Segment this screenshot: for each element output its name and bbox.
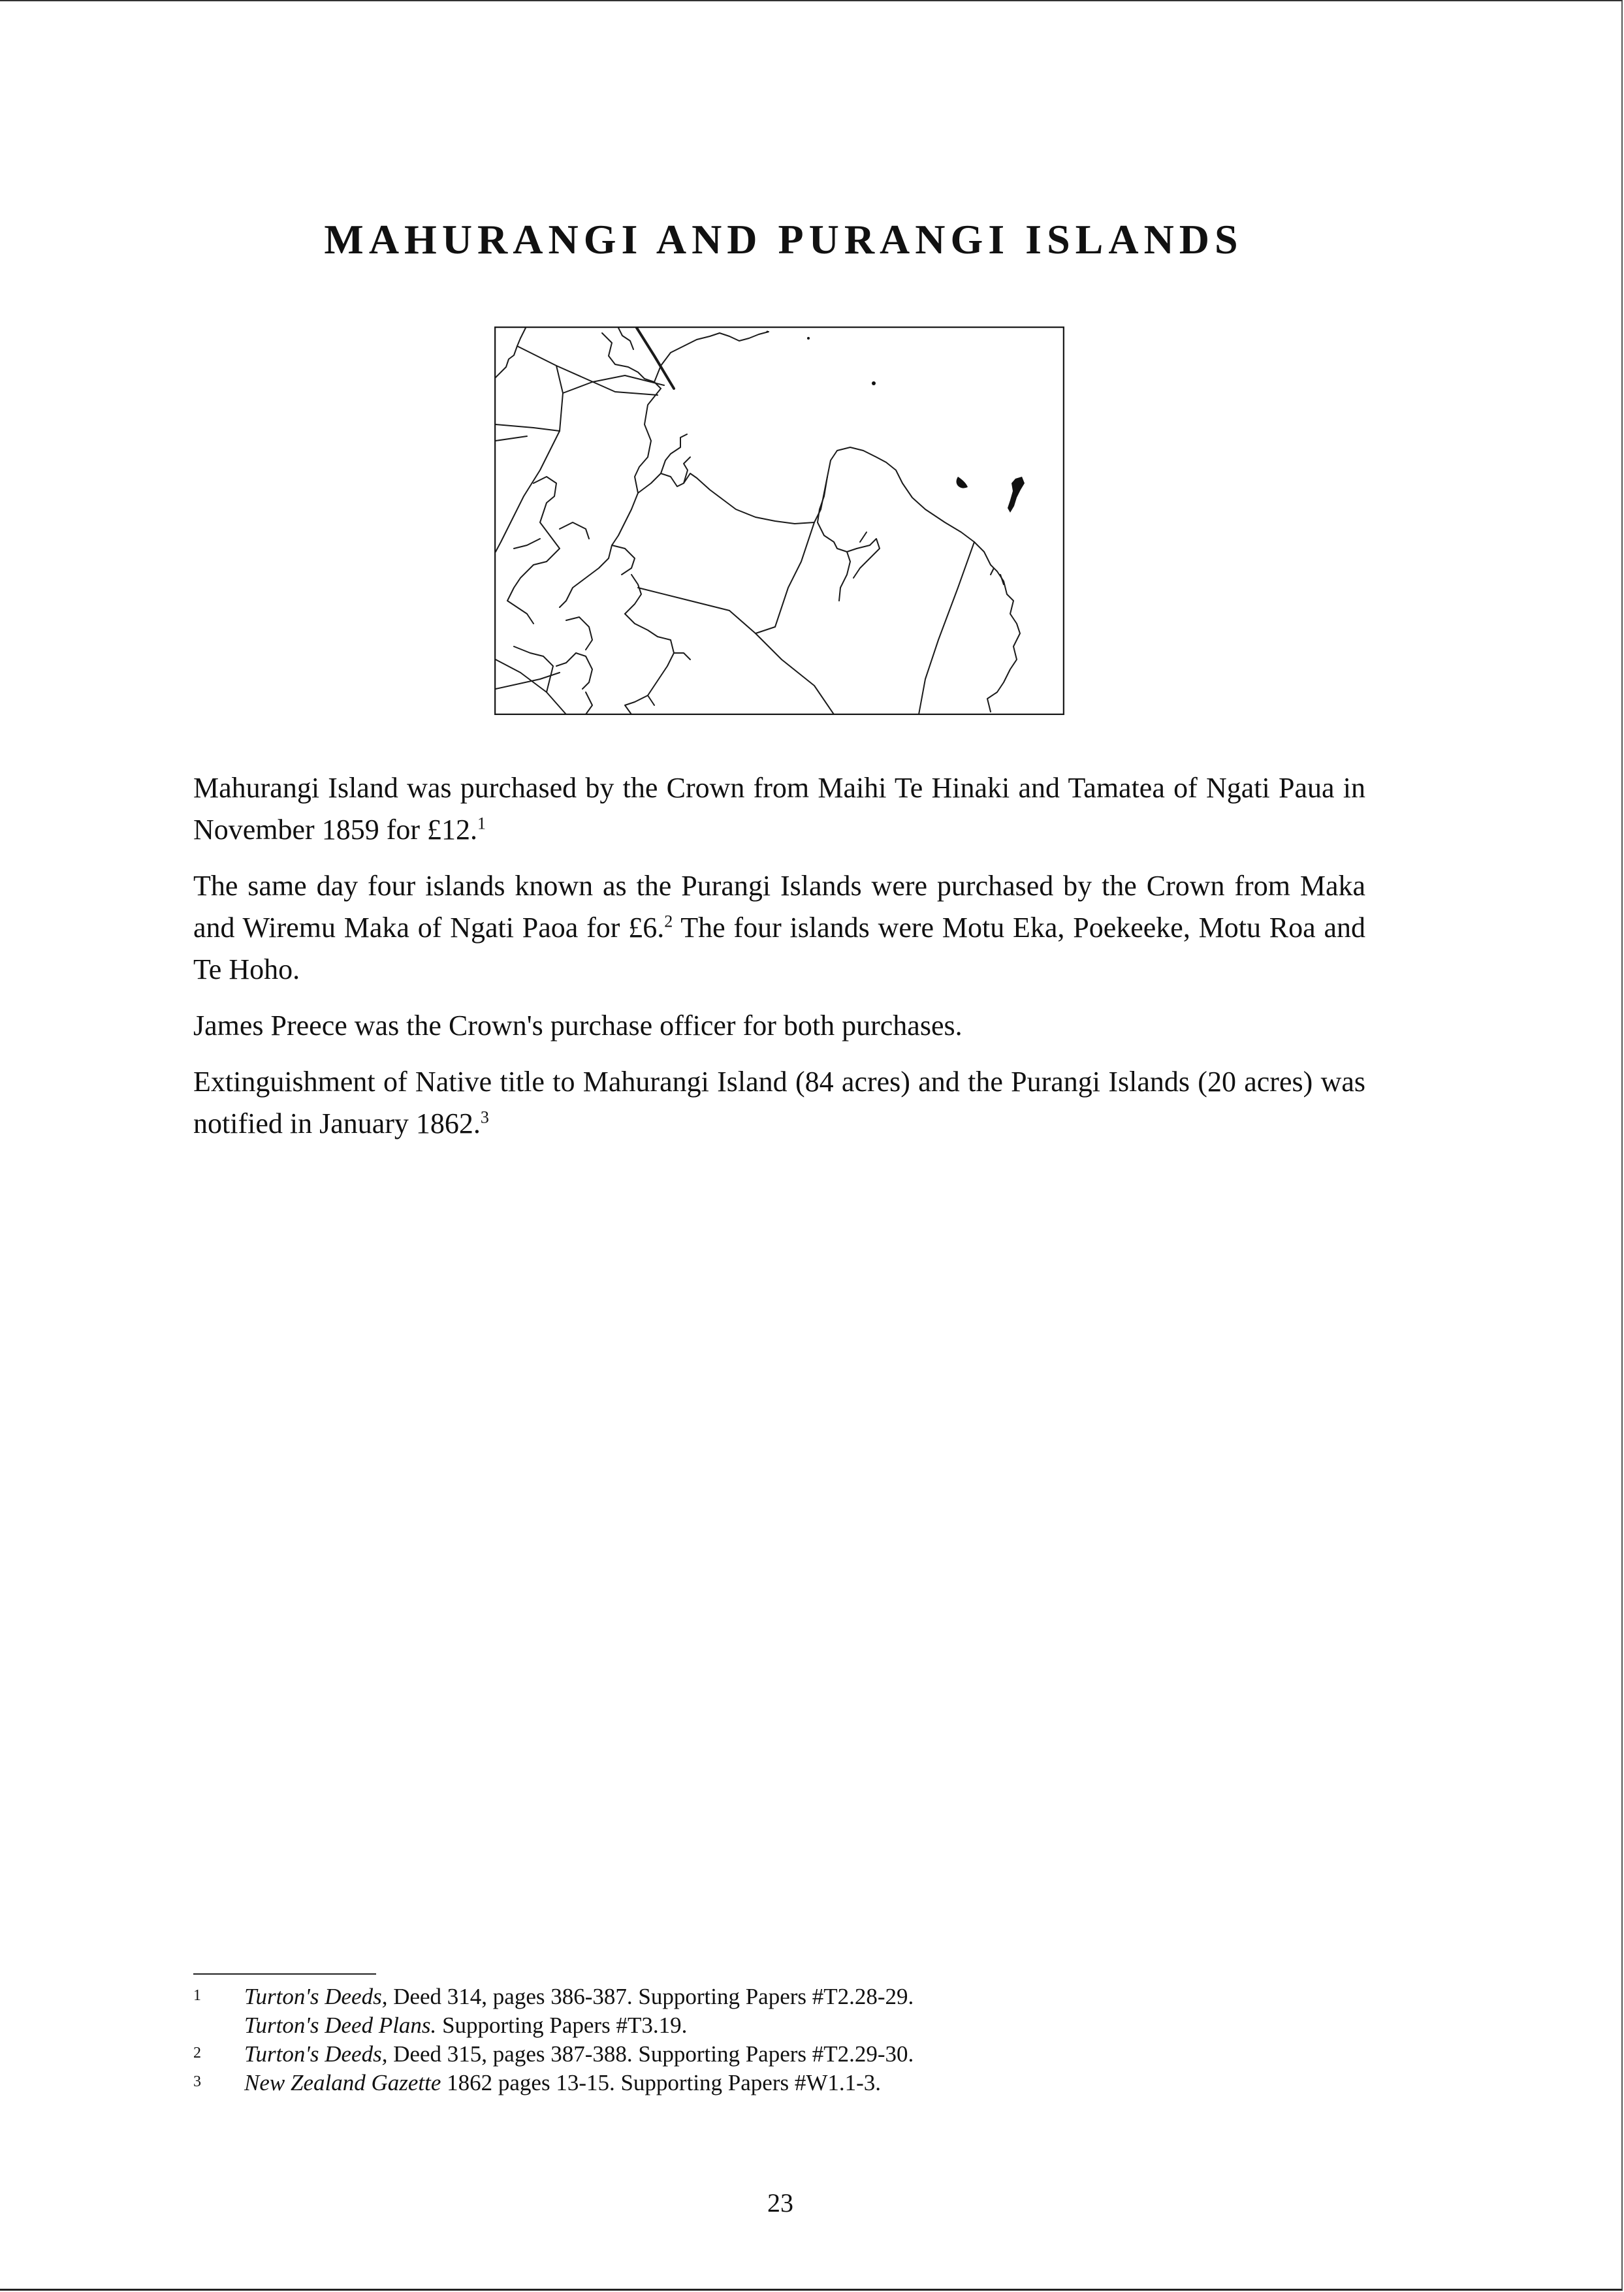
- harbour-inlet: [818, 477, 850, 601]
- footnote-ref: 1: [477, 814, 486, 833]
- paragraph-2: The same day four islands known as the Purangi Islands were purchased by the Crown from Maka and Wiremu Maka of Ngati Paoa for £6.$^2$ The four islands were Motu Eka, Poekeeke, Motu Roa and Te Hoho.: [193, 870, 1365, 985]
- paragraph-1: Mahurangi Island was purchased by the Crown from Maihi Te Hinaki and Tamatea of Ngati Paua in November 1859 for £12.$^1$: [193, 772, 1365, 846]
- boundary-diag-1: [638, 588, 834, 714]
- coastline-top-loop: [602, 333, 661, 389]
- inlet-1: [661, 434, 687, 473]
- coastline-bottom-middle: [625, 614, 674, 714]
- footnote-3: 3 New Zealand Gazette 1862 pages 13-15. Supporting Papers #W1.1-3.: [193, 2069, 1369, 2097]
- island-small: [872, 381, 876, 385]
- inland-coast: [625, 575, 641, 614]
- footnotes: [193, 1982, 1369, 2097]
- paragraph-3: James Preece was the Crown's purchase officer for both purchases.: [193, 1010, 963, 1042]
- page-number: 23: [767, 2188, 793, 2218]
- footnote-1-line-2: Turton's Deed Plans. Supporting Papers #T3.19.: [244, 2013, 688, 2038]
- boundary-left-short: [496, 424, 560, 431]
- boundary-diag-2: [756, 627, 775, 633]
- page-title: MAHURANGI AND PURANGI ISLANDS: [324, 216, 1243, 263]
- boundary-upper-2: [556, 366, 563, 431]
- boundary-diag-4: [919, 542, 974, 714]
- boundary-left-short2: [496, 436, 527, 441]
- location-map: [494, 326, 1064, 715]
- boundary-diag-3: [775, 522, 814, 627]
- paragraph-4: Extinguishment of Native title to Mahurangi Island (84 acres) and the Purangi Islands (20 acres) was notified in January 1862.$^3$: [193, 1066, 1365, 1139]
- footnote-number: 2: [193, 2045, 201, 2061]
- coastline-bottom-left: [514, 646, 553, 692]
- coastline-east: [974, 542, 1020, 712]
- coastline-central-north: [654, 332, 769, 382]
- footnote-separator: [193, 1973, 376, 1975]
- footnote-ref: 2: [664, 912, 673, 931]
- footnote-1: 1 Turton's Deeds, Deed 314, pages 386-387. Supporting Papers #T2.28-29.: [193, 1982, 1369, 2011]
- footnote-ref: 3: [480, 1107, 489, 1127]
- map-frame: [495, 327, 1064, 714]
- footnote-2: 2 Turton's Deeds, Deed 315, pages 387-388. Supporting Papers #T2.29-30.: [193, 2040, 1369, 2069]
- body-text: [193, 767, 1365, 1159]
- island-purangi: [957, 477, 968, 488]
- boundary-upper-1: [517, 346, 658, 395]
- footnote-number: 3: [193, 2073, 201, 2090]
- coastline-peninsula: [638, 473, 814, 524]
- coastline-top-left: [496, 328, 526, 377]
- coastline-west: [496, 431, 560, 552]
- island-mahurangi: [1008, 477, 1025, 513]
- footnote-number: 1: [193, 1987, 201, 2004]
